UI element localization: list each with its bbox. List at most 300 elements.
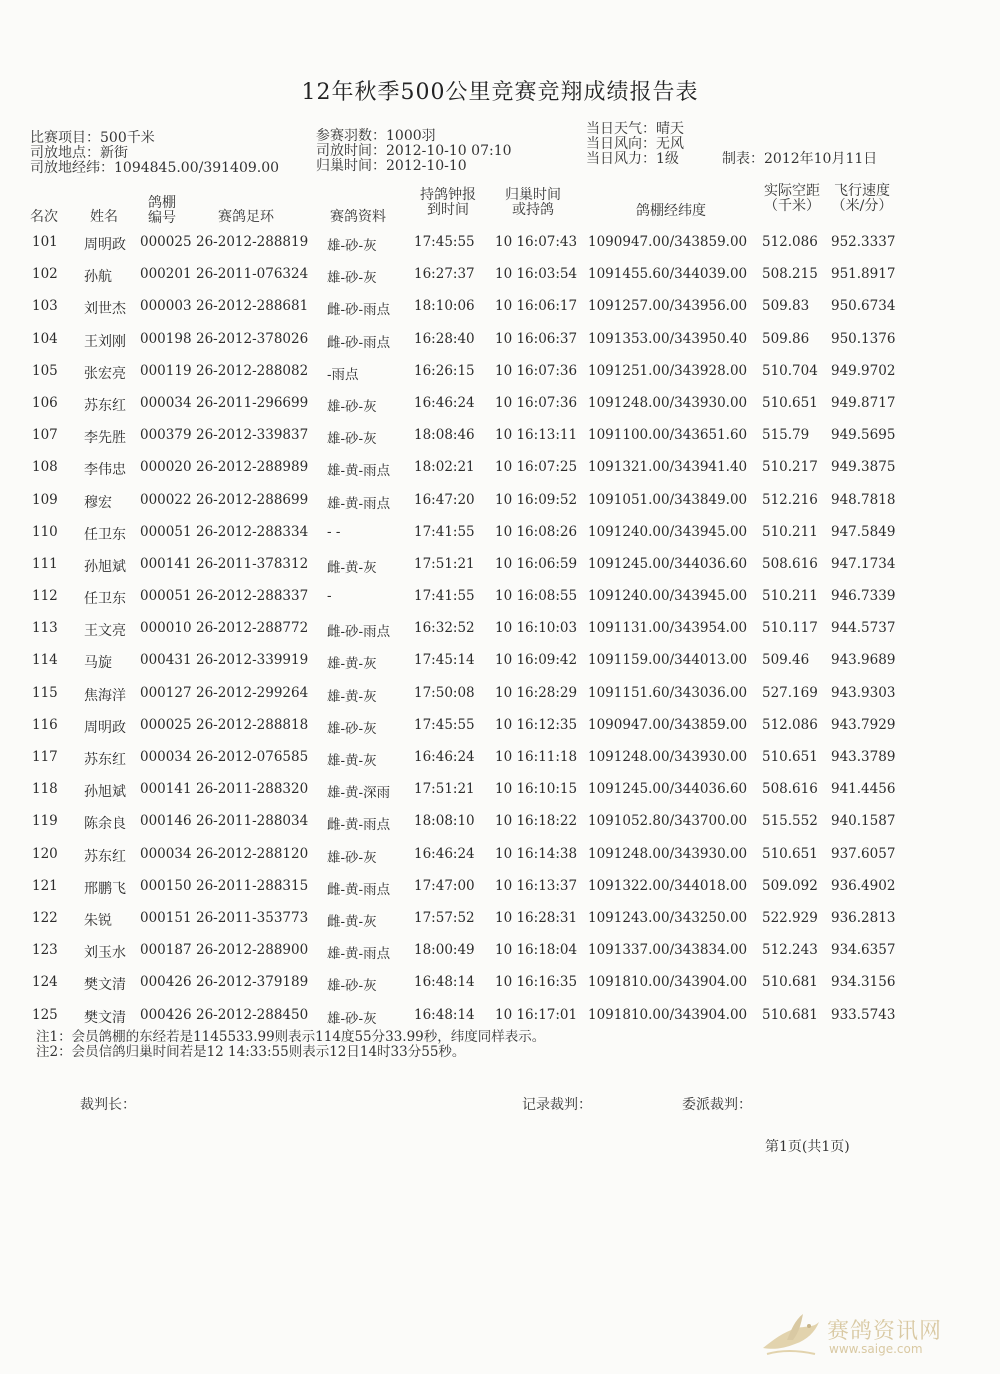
cell-distance: 509.46 xyxy=(762,652,810,669)
header-speed: 飞行速度（米/分） xyxy=(831,183,893,214)
cell-return-time: 10 16:08:55 xyxy=(495,588,578,605)
cell-loft-id: 000051 xyxy=(140,588,192,605)
cell-coords: 1091052.80/343700.00 xyxy=(588,813,748,830)
cell-coords: 1091151.60/343036.00 xyxy=(588,684,748,701)
table-row xyxy=(0,264,1000,296)
table-row xyxy=(0,876,1000,908)
cell-loft-id: 000431 xyxy=(140,652,192,669)
cell-coords: 1091455.60/344039.00 xyxy=(588,266,748,283)
cell-info: 雄-砂-灰 xyxy=(327,431,377,448)
cell-set-time: 17:41:55 xyxy=(414,523,475,540)
cell-return-time: 10 16:10:15 xyxy=(495,781,578,798)
cell-rank: 102 xyxy=(32,266,58,283)
cell-loft-id: 000051 xyxy=(140,523,192,540)
cell-return-time: 10 16:09:52 xyxy=(495,491,578,508)
cell-speed: 943.3789 xyxy=(831,749,896,765)
cell-speed: 934.6357 xyxy=(831,942,896,959)
cell-coords: 1091159.00/344013.00 xyxy=(588,652,748,669)
watermark-text: 赛鸽资讯网 xyxy=(827,1319,943,1344)
cell-distance: 527.169 xyxy=(762,684,818,701)
cell-speed: 934.3156 xyxy=(831,974,896,991)
cell-info: 雄-黄-灰 xyxy=(327,656,377,673)
cell-coords: 1091245.00/344036.60 xyxy=(588,781,748,798)
cell-loft-id: 000010 xyxy=(140,620,192,637)
table-row xyxy=(0,329,1000,361)
cell-set-time: 17:45:14 xyxy=(414,652,475,669)
cell-info: 雄-黄-雨点 xyxy=(327,463,391,480)
cell-distance: 510.681 xyxy=(762,1006,818,1023)
cell-name: 穆宏 xyxy=(84,494,112,511)
cell-rank: 120 xyxy=(32,845,58,862)
cell-distance: 510.651 xyxy=(762,845,818,862)
cell-info: 雄-黄-灰 xyxy=(327,753,377,769)
table-row xyxy=(0,747,1000,779)
cell-return-time: 10 16:17:01 xyxy=(495,1006,578,1023)
watermark xyxy=(757,1310,987,1360)
cell-speed: 943.9303 xyxy=(831,684,896,701)
cell-return-time: 10 16:13:37 xyxy=(495,877,578,894)
pigeon-logo-icon xyxy=(757,1310,825,1360)
cell-rank: 122 xyxy=(32,909,58,926)
meta-wind-force: 当日风力：1级 xyxy=(586,151,679,167)
cell-distance: 512.086 xyxy=(762,716,818,733)
cell-return-time: 10 16:28:31 xyxy=(495,909,578,926)
cell-coords: 1091131.00/343954.00 xyxy=(588,620,748,637)
cell-info: 雄-砂-灰 xyxy=(327,1010,377,1027)
cell-info: 雌-黄-灰 xyxy=(327,559,377,576)
signature-recorder: 记录裁判： xyxy=(522,1097,592,1113)
header-name: 姓名 xyxy=(90,209,118,225)
cell-name: 苏东红 xyxy=(84,752,126,768)
cell-distance: 512.243 xyxy=(762,942,818,959)
cell-ring: 26-2011-288034 xyxy=(196,813,309,830)
cell-distance: 508.215 xyxy=(762,266,818,283)
meta-event: 比赛项目：500千米 xyxy=(30,130,155,146)
table-row xyxy=(0,232,1000,264)
cell-info: 雌-砂-雨点 xyxy=(327,302,391,319)
page-number: 第1页(共1页) xyxy=(765,1139,850,1155)
cell-set-time: 16:46:24 xyxy=(414,394,475,411)
cell-name: 周明政 xyxy=(84,237,126,253)
cell-loft-id: 000127 xyxy=(140,684,192,701)
cell-set-time: 16:48:14 xyxy=(414,1006,475,1023)
report-title: 12年秋季500公里竞赛竞翔成绩报告表 xyxy=(301,80,699,105)
cell-distance: 510.211 xyxy=(762,588,818,605)
cell-rank: 119 xyxy=(32,813,58,830)
cell-loft-id: 000146 xyxy=(140,813,192,830)
cell-loft-id: 000025 xyxy=(140,716,192,733)
cell-ring: 26-2012-288699 xyxy=(196,491,309,508)
cell-loft-id: 000426 xyxy=(140,974,192,991)
cell-set-time: 17:45:55 xyxy=(414,716,475,733)
cell-ring: 26-2012-076585 xyxy=(196,749,309,765)
table-row xyxy=(0,457,1000,489)
table-row xyxy=(0,425,1000,457)
cell-ring: 26-2012-288818 xyxy=(196,716,309,733)
cell-info: 雄-黄-灰 xyxy=(327,688,377,705)
cell-speed: 933.5743 xyxy=(831,1006,896,1023)
cell-info: 雌-黄-雨点 xyxy=(327,881,391,898)
cell-return-time: 10 16:06:17 xyxy=(495,298,578,315)
meta-entries: 参赛羽数：1000羽 xyxy=(316,128,436,144)
cell-speed: 950.6734 xyxy=(831,298,896,315)
cell-info: 雄-砂-灰 xyxy=(327,238,377,254)
cell-rank: 109 xyxy=(32,491,58,508)
cell-coords: 1091248.00/343930.00 xyxy=(588,845,748,862)
cell-name: 任卫东 xyxy=(84,526,126,543)
cell-set-time: 18:10:06 xyxy=(414,298,475,315)
cell-set-time: 18:02:21 xyxy=(414,459,475,476)
signature-dispatch: 委派裁判： xyxy=(682,1097,752,1113)
cell-return-time: 10 16:03:54 xyxy=(495,266,578,283)
cell-ring: 26-2012-378026 xyxy=(196,330,309,347)
cell-info: 雄-黄-雨点 xyxy=(327,495,391,512)
cell-name: 樊文清 xyxy=(84,1009,126,1026)
cell-name: 樊文清 xyxy=(84,977,126,994)
signature-chief: 裁判长： xyxy=(80,1097,136,1113)
header-rank: 名次 xyxy=(30,209,58,225)
cell-distance: 510.651 xyxy=(762,394,818,411)
cell-info: - - xyxy=(327,523,341,540)
cell-info: 雄-砂-灰 xyxy=(327,849,377,866)
cell-coords: 1091337.00/343834.00 xyxy=(588,942,748,959)
table-row xyxy=(0,940,1000,972)
cell-name: 张宏亮 xyxy=(84,365,126,382)
table-row xyxy=(0,554,1000,586)
cell-ring: 26-2011-296699 xyxy=(196,394,309,411)
cell-coords: 1091257.00/343956.00 xyxy=(588,298,748,315)
cell-distance: 508.616 xyxy=(762,555,818,572)
cell-return-time: 10 16:18:04 xyxy=(495,942,578,959)
note-2: 注2：会员信鸽归巢时间若是12 14:33:55则表示12日14时33分55秒。 xyxy=(36,1044,466,1060)
note-1: 注1：会员鸽棚的东经若是1145533.99则表示114度55分33.99秒，纬度同样表示。 xyxy=(36,1029,546,1045)
cell-speed: 950.1376 xyxy=(831,330,896,347)
cell-name: 李伟忠 xyxy=(84,462,126,479)
cell-set-time: 16:47:20 xyxy=(414,491,475,508)
cell-coords: 1091251.00/343928.00 xyxy=(588,362,748,379)
cell-info: 雌-黄-雨点 xyxy=(327,817,391,834)
meta-release-site: 司放地点：新街 xyxy=(30,145,128,161)
meta-return-date: 归巢时间：2012-10-10 xyxy=(316,158,467,174)
cell-return-time: 10 16:18:22 xyxy=(495,813,578,830)
cell-distance: 522.929 xyxy=(762,909,818,926)
cell-loft-id: 000150 xyxy=(140,877,192,894)
notes xyxy=(36,1030,545,1060)
cell-info: 雄-砂-灰 xyxy=(327,720,377,737)
cell-ring: 26-2012-288900 xyxy=(196,942,309,959)
cell-distance: 512.086 xyxy=(762,234,818,250)
cell-set-time: 17:50:08 xyxy=(414,684,475,701)
cell-distance: 515.552 xyxy=(762,813,818,830)
cell-speed: 949.5695 xyxy=(831,427,896,444)
cell-rank: 107 xyxy=(32,427,58,444)
cell-return-time: 10 16:14:38 xyxy=(495,845,578,862)
cell-info: 雌-黄-灰 xyxy=(327,913,377,930)
cell-set-time: 16:28:40 xyxy=(414,330,475,347)
cell-set-time: 16:46:24 xyxy=(414,749,475,765)
cell-coords: 1091810.00/343904.00 xyxy=(588,974,748,991)
watermark-url: www.saige.com xyxy=(829,1342,923,1356)
cell-rank: 117 xyxy=(32,749,58,765)
table-row xyxy=(0,779,1000,811)
cell-info: 雄-黄-深雨 xyxy=(327,785,391,802)
cell-coords: 1090947.00/343859.00 xyxy=(588,716,748,733)
cell-rank: 103 xyxy=(32,298,58,315)
cell-ring: 26-2011-378312 xyxy=(196,555,309,572)
cell-info: -雨点 xyxy=(327,366,359,383)
cell-set-time: 17:51:21 xyxy=(414,781,475,798)
meta-weather: 当日天气：晴天 xyxy=(586,121,684,137)
table-row xyxy=(0,618,1000,650)
cell-rank: 121 xyxy=(32,877,58,894)
cell-info: 雄-砂-灰 xyxy=(327,270,377,287)
cell-loft-id: 000034 xyxy=(140,845,192,862)
cell-name: 孙旭斌 xyxy=(84,784,126,801)
cell-ring: 26-2012-288681 xyxy=(196,298,309,315)
table-row xyxy=(0,393,1000,425)
cell-rank: 123 xyxy=(32,942,58,959)
cell-return-time: 10 16:28:29 xyxy=(495,684,578,701)
cell-loft-id: 000379 xyxy=(140,427,192,444)
cell-rank: 111 xyxy=(32,555,58,572)
cell-rank: 112 xyxy=(32,588,58,605)
cell-loft-id: 000022 xyxy=(140,491,192,508)
cell-rank: 101 xyxy=(32,234,58,250)
cell-ring: 26-2012-288450 xyxy=(196,1006,309,1023)
cell-coords: 1091240.00/343945.00 xyxy=(588,523,748,540)
cell-loft-id: 000034 xyxy=(140,394,192,411)
cell-ring: 26-2011-076324 xyxy=(196,266,309,283)
cell-distance: 510.211 xyxy=(762,523,818,540)
cell-distance: 515.79 xyxy=(762,427,810,444)
cell-name: 孙旭斌 xyxy=(84,558,126,575)
cell-name: 苏东红 xyxy=(84,848,126,865)
cell-ring: 26-2012-339837 xyxy=(196,427,309,444)
cell-rank: 105 xyxy=(32,362,58,379)
cell-loft-id: 000034 xyxy=(140,749,192,765)
cell-info: 雄-砂-灰 xyxy=(327,398,377,415)
meta-made-date: 制表：2012年10月11日 xyxy=(722,151,878,167)
cell-coords: 1091240.00/343945.00 xyxy=(588,588,748,605)
table-row xyxy=(0,811,1000,843)
cell-name: 周明政 xyxy=(84,719,126,736)
cell-loft-id: 000151 xyxy=(140,909,192,926)
cell-speed: 944.5737 xyxy=(831,620,896,637)
cell-ring: 26-2012-288120 xyxy=(196,845,309,862)
header-set-time: 持鸽钟报到时间 xyxy=(420,187,476,218)
cell-set-time: 16:46:24 xyxy=(414,845,475,862)
cell-distance: 509.83 xyxy=(762,298,810,315)
cell-speed: 946.7339 xyxy=(831,588,896,605)
cell-set-time: 17:51:21 xyxy=(414,555,475,572)
cell-speed: 937.6057 xyxy=(831,845,896,862)
cell-return-time: 10 16:11:18 xyxy=(495,749,578,765)
cell-set-time: 18:00:49 xyxy=(414,942,475,959)
cell-loft-id: 000020 xyxy=(140,459,192,476)
cell-return-time: 10 16:07:43 xyxy=(495,234,578,250)
header-loft-id: 鸽棚编号 xyxy=(148,195,176,226)
cell-coords: 1091353.00/343950.40 xyxy=(588,330,748,347)
cell-return-time: 10 16:07:36 xyxy=(495,362,578,379)
meta-left xyxy=(30,131,279,176)
cell-distance: 510.704 xyxy=(762,362,818,379)
header-ring: 赛鸽足环 xyxy=(218,209,274,225)
cell-name: 刘玉水 xyxy=(84,945,126,962)
cell-return-time: 10 16:10:03 xyxy=(495,620,578,637)
cell-rank: 115 xyxy=(32,684,58,701)
header-coords: 鸽棚经纬度 xyxy=(636,203,706,219)
cell-name: 苏东红 xyxy=(84,397,126,414)
cell-coords: 1091248.00/343930.00 xyxy=(588,749,748,765)
cell-loft-id: 000187 xyxy=(140,942,192,959)
cell-distance: 512.216 xyxy=(762,491,818,508)
cell-rank: 116 xyxy=(32,716,58,733)
cell-rank: 110 xyxy=(32,523,58,540)
meta-middle xyxy=(316,129,512,174)
cell-distance: 510.651 xyxy=(762,749,818,765)
cell-distance: 509.092 xyxy=(762,877,818,894)
cell-speed: 948.7818 xyxy=(831,491,896,508)
cell-ring: 26-2011-288315 xyxy=(196,877,309,894)
cell-set-time: 17:57:52 xyxy=(414,909,475,926)
cell-coords: 1091248.00/343930.00 xyxy=(588,394,748,411)
cell-speed: 949.9702 xyxy=(831,362,896,379)
table-row xyxy=(0,844,1000,876)
cell-set-time: 17:41:55 xyxy=(414,588,475,605)
cell-set-time: 16:27:37 xyxy=(414,266,475,283)
cell-speed: 940.1587 xyxy=(831,813,896,830)
cell-rank: 124 xyxy=(32,974,58,991)
cell-speed: 949.3875 xyxy=(831,459,896,476)
cell-ring: 26-2012-288082 xyxy=(196,362,309,379)
cell-speed: 952.3337 xyxy=(831,234,896,250)
cell-return-time: 10 16:06:37 xyxy=(495,330,578,347)
cell-coords: 1091243.00/343250.00 xyxy=(588,909,748,926)
cell-loft-id: 000025 xyxy=(140,234,192,250)
cell-return-time: 10 16:13:11 xyxy=(495,427,578,444)
cell-name: 任卫东 xyxy=(84,591,126,608)
cell-rank: 113 xyxy=(32,620,58,637)
cell-info: 雄-砂-灰 xyxy=(327,978,377,995)
cell-set-time: 16:26:15 xyxy=(414,362,475,379)
cell-set-time: 17:47:00 xyxy=(414,877,475,894)
cell-name: 焦海洋 xyxy=(84,687,126,704)
cell-set-time: 16:32:52 xyxy=(414,620,475,637)
cell-rank: 125 xyxy=(32,1006,58,1023)
table-row xyxy=(0,683,1000,715)
cell-name: 陈余良 xyxy=(84,816,126,833)
cell-distance: 508.616 xyxy=(762,781,818,798)
cell-coords: 1091051.00/343849.00 xyxy=(588,491,748,508)
table-row xyxy=(0,490,1000,522)
cell-distance: 509.86 xyxy=(762,330,810,347)
cell-return-time: 10 16:08:26 xyxy=(495,523,578,540)
cell-return-time: 10 16:09:42 xyxy=(495,652,578,669)
cell-info: 雄-黄-雨点 xyxy=(327,946,391,963)
cell-rank: 108 xyxy=(32,459,58,476)
table-row xyxy=(0,650,1000,682)
cell-loft-id: 000141 xyxy=(140,781,192,798)
cell-coords: 1091100.00/343651.60 xyxy=(588,427,748,444)
cell-loft-id: 000426 xyxy=(140,1006,192,1023)
cell-ring: 26-2012-288989 xyxy=(196,459,309,476)
cell-set-time: 17:45:55 xyxy=(414,234,475,250)
cell-ring: 26-2012-288337 xyxy=(196,588,309,605)
cell-rank: 114 xyxy=(32,652,58,669)
cell-coords: 1091321.00/343941.40 xyxy=(588,459,748,476)
cell-rank: 106 xyxy=(32,394,58,411)
cell-name: 孙航 xyxy=(84,269,112,286)
cell-return-time: 10 16:07:36 xyxy=(495,394,578,411)
meta-right xyxy=(586,122,684,167)
cell-set-time: 16:48:14 xyxy=(414,974,475,991)
table-row xyxy=(0,361,1000,393)
cell-name: 王刘刚 xyxy=(84,333,126,350)
cell-ring: 26-2011-353773 xyxy=(196,909,309,926)
cell-name: 王文亮 xyxy=(84,623,126,640)
cell-return-time: 10 16:07:25 xyxy=(495,459,578,476)
table-row xyxy=(0,296,1000,328)
cell-distance: 510.217 xyxy=(762,459,818,476)
cell-loft-id: 000201 xyxy=(140,266,192,283)
cell-coords: 1090947.00/343859.00 xyxy=(588,234,748,250)
meta-release-coords: 司放地经纬：1094845.00/391409.00 xyxy=(30,160,280,176)
cell-return-time: 10 16:16:35 xyxy=(495,974,578,991)
cell-speed: 936.4902 xyxy=(831,877,896,894)
cell-speed: 949.8717 xyxy=(831,394,896,411)
header-distance: 实际空距（千米） xyxy=(764,183,820,214)
cell-info: 雌-砂-雨点 xyxy=(327,624,391,641)
cell-speed: 947.1734 xyxy=(831,555,896,572)
cell-ring: 26-2012-379189 xyxy=(196,974,309,991)
meta-release-time: 司放时间：2012-10-10 07:10 xyxy=(316,143,512,159)
cell-speed: 943.7929 xyxy=(831,716,896,733)
cell-distance: 510.681 xyxy=(762,974,818,991)
cell-return-time: 10 16:06:59 xyxy=(495,555,578,572)
cell-rank: 104 xyxy=(32,330,58,347)
table-row xyxy=(0,908,1000,940)
cell-distance: 510.117 xyxy=(762,620,818,637)
results-table xyxy=(0,232,1000,1037)
cell-loft-id: 000003 xyxy=(140,298,192,315)
cell-name: 朱锐 xyxy=(84,912,112,929)
cell-ring: 26-2012-288772 xyxy=(196,620,309,637)
cell-set-time: 18:08:10 xyxy=(414,813,475,830)
header-return-time: 归巢时间或持鸽 xyxy=(505,187,561,218)
meta-wind-direction: 当日风向：无风 xyxy=(586,136,684,152)
cell-speed: 936.2813 xyxy=(831,909,896,926)
cell-rank: 118 xyxy=(32,781,58,798)
cell-coords: 1091810.00/343904.00 xyxy=(588,1006,748,1023)
table-row xyxy=(0,715,1000,747)
table-row xyxy=(0,586,1000,618)
table-row xyxy=(0,972,1000,1004)
cell-speed: 947.5849 xyxy=(831,523,896,540)
cell-return-time: 10 16:12:35 xyxy=(495,716,578,733)
cell-name: 邢鹏飞 xyxy=(84,880,126,897)
cell-ring: 26-2012-288334 xyxy=(196,523,309,540)
cell-speed: 951.8917 xyxy=(831,266,896,283)
cell-loft-id: 000119 xyxy=(140,362,192,379)
header-info: 赛鸽资料 xyxy=(330,209,386,225)
cell-ring: 26-2012-339919 xyxy=(196,652,309,669)
cell-loft-id: 000141 xyxy=(140,555,192,572)
cell-ring: 26-2012-299264 xyxy=(196,684,309,701)
cell-coords: 1091245.00/344036.60 xyxy=(588,555,748,572)
cell-name: 刘世杰 xyxy=(84,301,126,318)
cell-info: - xyxy=(327,588,332,605)
cell-loft-id: 000198 xyxy=(140,330,192,347)
